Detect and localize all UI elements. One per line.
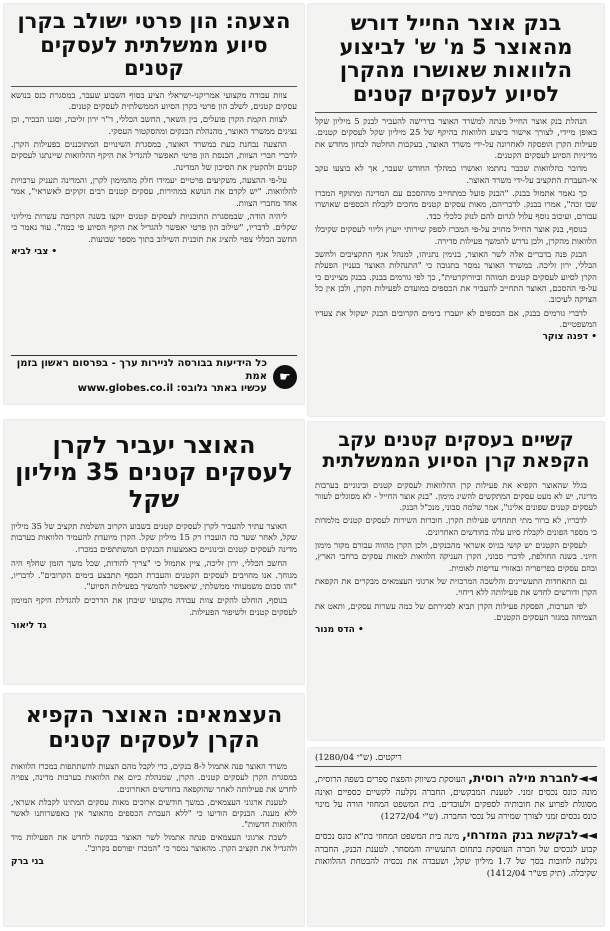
author-signature: • הדס מנור xyxy=(315,625,364,636)
article-headline: הצעה: הון פרטי ישולב בקרן סיוע ממשלתית לעסקים קטנים xyxy=(17,9,291,81)
article-body xyxy=(11,761,297,854)
article-headline: בנק אוצר החייל דורש מהאוצר 5 מ' ש' לביצוע הלוואות שאושרו מהקרן לסיוע לעסקים קטנים xyxy=(339,11,573,106)
brief-tag: ◄◄לבקשת בנק המזרחי, xyxy=(462,827,597,842)
divider xyxy=(315,112,597,113)
paragraph: כך נאמר אתמול בבנק. "הבנק פועל כמתחייב מההסכם עם המדינה ומתוקף המכרז שבו זכה", אמרו בבנק. לדבריהם, מאות עסקים קטנים מחכים לקבלת הכספים שאושרו עבורם, ועיכוב נוסף עלול לגרום להם לנזק כלכלי כבד. xyxy=(315,188,597,221)
paragraph: גם התאחדות התעשיינים והלשכה המרכזית של ארגוני העצמאים מבקרים את הקפאת הקרן ודורשים לחדש את פעילותה ללא דיחוי. xyxy=(315,576,597,598)
paragraph: החשב הכללי, ירון זליכה, ציין אתמול כי "צריך להודות, שכל משך הזמן שחלף היה מגוחך. אנו מחויבים לעסקים הקטנים והעברת הכסף תתבצע בימים הקרובים". לדבריו, "זהו סכום משמעותי ממשלתי, שיאפשר להמשיך בפעילות הסיוע". xyxy=(11,557,297,592)
author-signature: גד ליאור xyxy=(11,620,47,631)
author-signature: • צבי לביא xyxy=(11,247,58,258)
paragraph: לשכת ארגוני העצמאים פנתה אתמול לשר האוצר בבקשה לחדש את הפעילות מיד ולהגדיל את תקציב הקרן. מהאוצר נמסר כי "המכרז יפורסם בקרוב". xyxy=(11,832,297,854)
paragraph: לטענת ארגוני העצמאים, במשך חודשים ארוכים מאות עסקים המתינו לקבלת אשראי, ללא מענה. הבנקים הודיעו כי "ללא העברת הכספים מהאוצר אין באפשרותנו לאשר הלוואות חדשות". xyxy=(11,796,297,830)
paragraph: ההצעה נבחנת כעת במשרד האוצר, במסגרת השינויים המתוכננים בפעילות הקרן. לדברי חברי הצוות, הכנסת הון פרטי תאפשר להגדיל את היקף ההלוואות שיינתנו לעסקים קטנים ולהקטין את הסיכון של המדינה. xyxy=(11,138,297,172)
article-body xyxy=(315,480,597,624)
article-clip-private-capital xyxy=(4,4,304,404)
paragraph: לעסקים הקטנים יש קושי בגיוס אשראי מהבנקים, ולכן הקרן מהווה עבורם מקור מימון חיוני. בשנה החולפת, לדברי סבוני, הקרן העניקה הלוואות למאות עסקים ברחבי הארץ, ובהם עסקים בפריפריה ובאזורי עדיפות לאומית. xyxy=(315,540,597,573)
paragraph: בגלל שהאוצר הקפיא את פעילות קרן ההלוואות לעסקים קטנים ובינוניים בערבות מדינה, יש לא מעט עסקים המתקשים להשיג מימון. "בנק אוצר החייל - לא מסוגלים לעזור לעסקים קטנים שפונים אלינו", אמר שלמה סבוני, מנכ"ל הבנק. xyxy=(315,479,597,513)
article-headline: האוצר יעביר לקרן לעסקים קטנים 35 מיליון שקל xyxy=(15,431,293,513)
article-body xyxy=(11,521,297,619)
paragraph: לפי הערכות, הפסקת פעילות הקרן תביא לסגירתם של כמה עשרות עסקים, ותאט את הצמיחה במגזר העסקים הקטנים. xyxy=(315,600,597,622)
article-headline: העצמאים: האוצר הקפיא הקרן לעסקים קטנים xyxy=(25,703,283,753)
article-clip-bank-otsar-hahayal xyxy=(308,4,604,416)
paragraph: האוצר עתיד להעביר לקרן לעסקים קטנים בשבוע הקרוב השלמת תקציב של 35 מיליון שקל, לאחר שעד כה הועברו רק 15 מיליון שקל. הקרן מיועדת להעמיד הלוואות בערבות מדינה לעסקים קטנים ובינוניים באמצעות הבנקים המשתתפים במכרז. xyxy=(11,520,297,555)
paragraph: מדובר בהלוואות שכבר נחתמו ואושרו במהלך החודש שעבר, אך לא בוצעו עקב אי-העברת התקציב על-ידי משרד האוצר. xyxy=(315,163,597,185)
paragraph: על-פי ההצעה, משקיעים פרטיים יעמידו חלק מהמימון לקרן, והמדינה תעניק ערבויות להלוואות. "יש לקדם את הנושא במהירות, עסקים קטנים רבים זקוקים לאשראי", אמר אחד מחברי הצוות. xyxy=(11,174,297,208)
news-briefs-clip xyxy=(308,748,604,926)
brief-tag: ◄◄לחברת מילה רוסית, xyxy=(468,771,597,785)
banner-url-line: עכשיו באתר גלובס: www.globes.co.il xyxy=(77,383,267,395)
article-clip-self-employed xyxy=(4,694,304,926)
banner-line: כל הידיעות בבורסה לניירות ערך - בפרסום ראשון בזמן אמת xyxy=(16,358,267,382)
article-headline: קשיים בעסקים קטנים עקב הקפאת קרן הסיוע הממשלתית xyxy=(322,429,590,473)
brief-header-date: ריקטים. (ש"י 1280/04) xyxy=(315,753,402,763)
article-clip-difficulties xyxy=(308,422,604,740)
paragraph: לדבריו, לא ברור מתי תתחדש פעילות הקרן. חוברות השירות לעסקים קטנים מלמדות כי מספר הפונים לקבלת סיוע עלה בחודשים האחרונים. xyxy=(315,515,597,537)
paragraph: משרד האוצר פנה אתמול ל-8 בנקים, כדי לקבל מהם הצעות להשתתפות במכרז הלוואות במסגרת הקרן לעסקים קטנים. הקרן, שמנהלת כיום את הלוואות בערבות מדינה, צפויה לחדש את פעילותה לאחר שהוקפאה בחודשים האחרונים. xyxy=(11,761,297,794)
news-brief-item xyxy=(315,827,597,880)
author-signature: בני ברק xyxy=(11,856,44,867)
paragraph: לצוות הקמת הקרן פועלים, בין השאר, החשב הכללי, ד"ר ירון זליכה, וסגנו הבכיר, וכן נציגים ממשרד האוצר, מהנהלת הבנקים ומהסקטור העסקי. xyxy=(11,114,297,136)
banner-text xyxy=(11,358,267,396)
article-body xyxy=(315,116,597,330)
author-signature: • דפנה צוקר xyxy=(542,332,597,343)
paragraph: הבנק פנה בדברים אלה לשר האוצר, בנימין נתניהו, למנהל אגף התקציבים ולחשב הכללי, ירון זליכה. במשרד האוצר נמסר בתגובה כי "התנהלות האוצר בעניין הפעלת הקרן לסיוע לעסקים קטנים תמוהה וביורוקרטית", כך לפי גורמים בבנק. בבנק מציינים כי על-פי ההסכם, האוצר התחייב להעביר את הכספים במועדם לפעילות הקרן, ולכן אין כל הצדקה לעיכוב. xyxy=(315,248,597,305)
news-brief-item xyxy=(315,770,597,823)
article-body xyxy=(11,90,297,245)
paragraph: ליהיה הודה, שבמסגרת התוכניות לעסקים קטנים יוקצו בשנה הקרובה עשרות מיליוני שקלים. לדבריו, "שילוב הון פרטי יאפשר להגדיל את היקף הסיוע פי כמה". עוד נאמר כי החשב הכללי צפוי להציג את תוכנית השילוב בתוך מספר שבועות. xyxy=(11,210,297,244)
paragraph: צוות עבודה מקצועי אמריקני-ישראלי הציע בסוף השבוע שעבר, במסגרת כנס בנושא עסקים קטנים, לשלב הון פרטי בקרן הסיוע הממשלתית לעסקים קטנים. xyxy=(11,89,297,111)
paragraph: בנוסף, בנק אוצר החייל מחויב על-פי המכרז לספק שירותי ייעוץ וליווי לעסקים שקיבלו הלוואות מהקרן, ולכן נדרש להמשך פעילות סדירה. xyxy=(315,224,597,246)
brief-text: העוסקת בשיווק והפצת ספרים בשפה הרוסית, מונה כונס נכסים זמני. לטענת המבקשים, החברה נקלעה לקשיים כספיים ואינה מסוגלת לפרוע את חובותיה לספקים ולעובדים. בית המשפט המחוזי הורה על מינוי כונס נכסים זמני לצורך שמירה על נכסי החברה. (ש"י 1272/04) xyxy=(315,775,597,822)
brief-text: מינה בית המשפט המחוזי בת"א כונס נכסים קבוע לנכסים של חברה העוסקת בתחום התעשייה והמסחר. לטענת הבנק, החברה נקלעה לחובות בסך של 1.7 מיליון שקל, ושעבדה את נכסיה להבטחת ההלוואות שקיבלה. (תיק פש"ר 1412/04) xyxy=(315,831,598,879)
paragraph: לדברי גורמים בבנק, אם הכספים לא יועברו בימים הקרובים הבנק ישקול את צעדיו המשפטיים. xyxy=(315,307,597,329)
paragraph: בנוסף, הוחלט להקים צוות עבודה מקצועי שיבחן את הדרכים להגדלת היקף המימון לעסקים קטנים ולשיפור הפעילות. xyxy=(11,595,297,617)
globes-promo-banner xyxy=(11,355,297,398)
article-clip-treasury-35m xyxy=(4,420,304,684)
divider xyxy=(11,86,297,87)
paragraph: הנהלת בנק אוצר החייל פנתה למשרד האוצר בדרישה להעביר לבנק 5 מיליון שקל באופן מיידי, לצורך אישור ביצוע הלוואות בהיקף של 25 מיליון שקל לעסקים קטנים. פעילות הקרן הופסקה לאחרונה על-ידי משרד האוצר, בעקבות החלטה לבחון מחדש את מדיניות הסיוע לעסקים הקטנים. xyxy=(315,116,597,161)
pointing-hand-icon: ☛ xyxy=(273,365,297,389)
divider xyxy=(315,766,597,767)
